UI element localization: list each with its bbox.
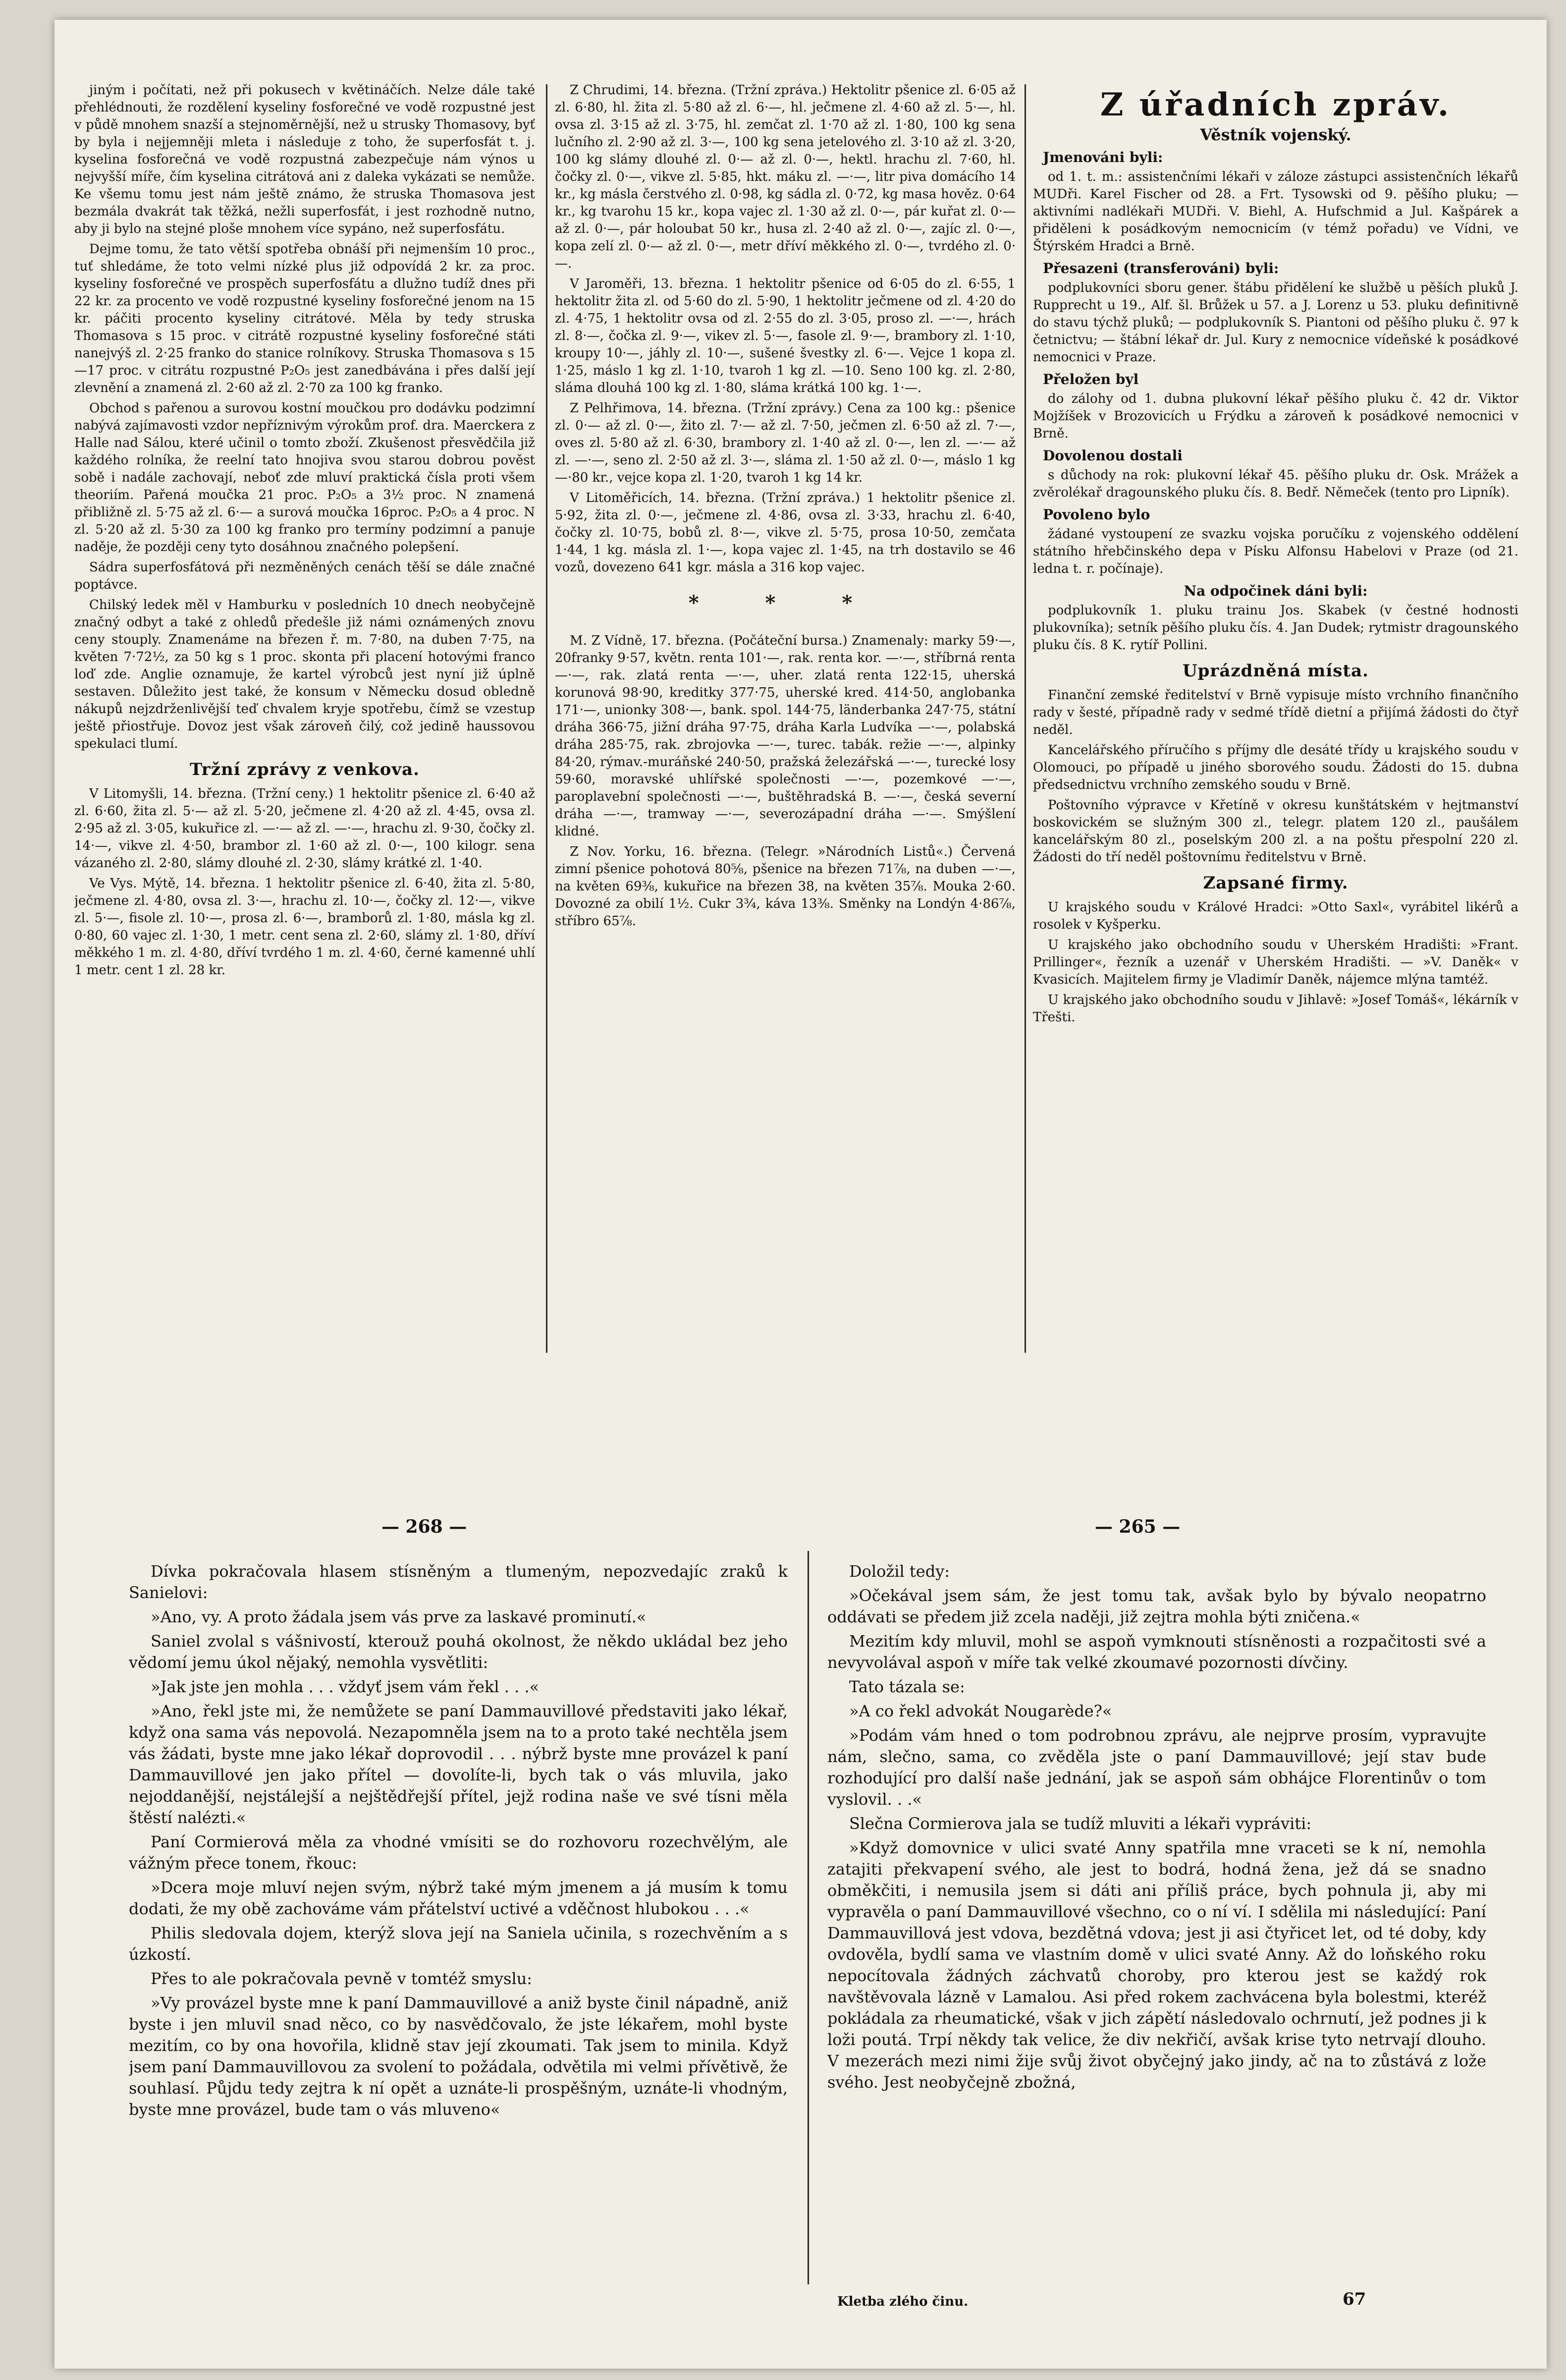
market-report: V Litomyšli, 14. března. (Tržní ceny.) 1 hektolitr pšenice zl. 6·40 až zl. 6·60, žita zl. 5·— až zl. 5·20, ječmene zl. 4·20 až zl. 4·45, ovsa zl. 2·95 až zl. 3·05, kukuřice zl. —·— až zl. —·—, hrachu zl. 9·30, čočky zl. 14·—, vikve zl. 4·50, brambor zl. 1·60 až zl. 0·—, 100 kilogr. sena vázaného zl. 2·80, slámy dlouhé zl. 2·30, slámy krátké zl. 1·40.: [74, 786, 535, 871]
column-market-reports: [555, 82, 1016, 1350]
market-report: Ve Vys. Mýtě, 14. března. 1 hektolitr pšenice zl. 6·40, žita zl. 5·80, ječmene zl. 4·80, ovsa zl. 3·—, hrachu zl. 10·—, čočky zl. 12·—, vikve zl. 5·—, fisole zl. 10·—, prosa zl. 6·—, bramborů zl. 1·80, másla kg zl. 0·80, 60 vajec zl. 1·30, 1 metr. cent sena zl. 2·60, slámy zl. 1·80, dříví měkkého 1 m. zl. 4·80, dříví tvrdého 1 m. zl. 4·60, černé kamenné uhlí 1 metr. cent 1 zl. 28 kr.: [74, 876, 535, 978]
entry-text: žádané vystoupení ze svazku vojska poručíku z vojenského oddělení státního hřebčinského depa v Písku Alfonsu Habelovi v Praze (od 21. ledna t. r. počínaje).: [1033, 527, 1518, 576]
entry-text: do zálohy od 1. dubna plukovní lékař pěšího pluku č. 42 dr. Viktor Mojžíšek v Brozovicích u Frýdku a zároveň k posádkové nemocnici v Brně.: [1033, 391, 1518, 441]
feuilleton-left-page: [129, 1561, 788, 2274]
paragraph: Chilský ledek měl v Hamburku v posledních 10 dnech neobyčejně značný odbyt a také z ohledů předešle již námi oznámených znovu ceny stouply. Znamenáme na březen ř. m. 7·80, na duben 7·75, na květen 7·72½, za 50 kg s 1 proc. skonta při placení hotovými franco loď zde. Anglie oznamuje, že kartel výrobců jest nyní již úplně sestaven. Důležito jest také, že konsum v Německu dosud obledně nákupů nejzdrženlivější teď chvalem kryje spotřebu, čímž se vzestup ještě přiostřuje. Dovoz jest však zároveň čilý, což jedině haussovou spekulaci tlumí.: [74, 598, 535, 751]
section-title: Z úřadních zpráv.: [1100, 86, 1452, 123]
market-report: Z Pelhřimova, 14. března. (Tržní zprávy.) Cena za 100 kg.: pšenice zl. 0·— až zl. 0·—, žito zl. 7·— až zl. 7·50, ječmen zl. 6·50 až zl. 7·—, oves zl. 5·80 až zl. 6·30, brambory zl. 1·40 až zl. 0·—, len zl. —·— až zl. —·—, seno zl. 2·50 až zl. 3·—, sláma zl. 1·50 až zl. 0·—, máslo 1 kg —·80 kr., vejce kopa zl. 1·20, tvaroh 1 kg 14 kr.: [555, 401, 1016, 485]
market-report: V Jaroměři, 13. března. 1 hektolitr pšenice od 6·05 do zl. 6·55, 1 hektolitr žita zl. od 5·60 do zl. 5·90, 1 hektolitr ječmene od zl. 4·20 do zl. 4·75, 1 hektolitr ovsa od zl. 2·55 do zl. 3·05, proso zl. —·—, hrách zl. 8·—, čočka zl. 9·—, vikev zl. 5·—, fasole zl. 9·—, brambory zl. 1·10, kroupy 10·—, jáhly zl. 10·—, sušené švestky zl. 6·—. Vejce 1 kopa zl. 1·25, máslo 1 kg zl. 1·10, tvaroh 1 kg zl. —10. Seno 100 kg. zl. 2·80, sláma dlouhá 100 kg zl. 1·80, sláma krátká 100 kg. 1·—.: [555, 277, 1016, 395]
story-paragraph: Dívka pokračovala hlasem stísněným a tlumeným, nepozvedajíc zraků k Sanielovi:: [129, 1562, 788, 1602]
story-paragraph: »Podám vám hned o tom podrobnou zprávu, ale nejprve prosím, vypravujte nám, slečno, sama, co zvěděla jste o paní Dammauvillové; její stav bude rozhodující pro další naše jednání, jak se aspoň sám obhájce Florentinův o tom vyslovil. . .«: [827, 1726, 1486, 1809]
section-heading-market: Tržní zprávy z venkova.: [189, 760, 420, 779]
page-number-left: — 268 —: [381, 1516, 467, 1537]
entry-label: Přeložen byl: [1043, 371, 1139, 387]
entry-text: U krajského soudu v Králové Hradci: »Otto Saxl«, vyrábitel likérů a rosolek v Kyšperku.: [1033, 900, 1518, 932]
section-heading-vacancies: Uprázdněná místa.: [1183, 661, 1369, 681]
story-paragraph: »A co řekl advokát Nougarède?«: [849, 1702, 1112, 1720]
market-report: Z Chrudimi, 14. března. (Tržní zpráva.) Hektolitr pšenice zl. 6·05 až zl. 6·80, hl. žita zl. 5·80 až zl. 6·—, hl. ječmene zl. 4·60 až zl. 5·—, hl. ovsa zl. 3·15 až zl. 3·75, hl. zemčat zl. 1·70 až zl. 1·80, 100 kg sena lučního zl. 2·90 až zl. 3·—, 100 kg sena jetelového zl. 3·10 až zl. 3·20, 100 kg slámy dlouhé zl. 0·— až zl. 0·—, hektl. hrachu zl. 7·60, hl. čočky zl. 0·—, vikve zl. 5·85, hkt. máku zl. —·—, litr piva domácího 14 kr., kg másla čerstvého zl. 0·98, kg sádla zl. 0·72, kg masa hověz. 0·64 kr., kg tvarohu 15 kr., kopa vajec zl. 1·30 až zl. 0·—, pár kuřat zl. 0·— až zl. 0·—, pár holoubat 50 kr., husa zl. 2·40 až zl. 0·—, zajíc zl. 0·—, kopa zelí zl. 0·— až zl. 0·—, metr dříví měkkého zl. 0·—, tvrdého zl. 0·—.: [555, 83, 1016, 271]
story-paragraph: Saniel zvolal s vášnivostí, kterouž pouhá okolnost, že někdo ukládal bez jeho vědomí jemu úkol nějaký, nemohla vysvětliti:: [129, 1632, 788, 1672]
entry-text: Poštovního výpravce v Křetíně v okresu kunštátském v hejtmanství boskovickém se služným 300 zl., telegr. platem 120 zl., paušálem kancelářským 80 zl., poselským 200 zl. a na poštu přespolní 220 zl. Žádosti do tří neděl poštovnímu ředitelstvu v Brně.: [1033, 798, 1518, 865]
entry-label: Přesazeni (transferováni) byli:: [1043, 260, 1279, 277]
story-paragraph: Přes to ale pokračovala pevně v tomtéž smyslu:: [151, 1969, 533, 1988]
market-report: V Litoměřicích, 14. března. (Tržní zpráva.) 1 hektolitr pšenice zl. 5·92, žita zl. 0·—, ječmene zl. 4·86, ovsa zl. 3·33, hrachu zl. 6·40, čočky zl. 10·75, bobů zl. 8·—, vikve zl. 5·75, prosa 10·50, zemčata 1·44, 1 kg. másla zl. 1·—, kopa vajec zl. 1·45, na trh dostavilo se 46 vozů, dovezeno 641 kgr. másla a 316 kop vajec.: [555, 491, 1016, 575]
story-paragraph: Philis sledovala dojem, kterýž slova její na Saniela učinila, s rozechvěním a s úzkostí.: [129, 1924, 788, 1964]
column-divider: [1025, 84, 1026, 1353]
feuilleton-right-page: [827, 1561, 1486, 2274]
story-paragraph: Doložil tedy:: [849, 1562, 950, 1581]
footer-story-title: Kletba zlého činu.: [837, 2294, 969, 2309]
paragraph: Obchod s pařenou a surovou kostní moučkou pro dodávku podzimní nabývá zajímavosti vzdor nepříznivým výrokům prof. dra. Maerckera z Halle nad Sálou, které učinil o tomto zboží. Zkušenost přesvědčila již každého rolníka, že reelní tato hnojiva svou starou dobrou pověst sobě i nadále zachovají, neboť zde mluví praktická čísla proti všem theoriím. Pařená moučka 21 proc. P₂O₅ a 3½ proc. N znamená přibližně zl. 5·75 až zl. 6·— a surová moučka 16proc. P₂O₅ a 4 proc. N zl. 5·20 až zl. 5·30 za 100 kg franko pro termíny podzimní a panuje naděje, že později ceny tyto dosáhnou značného polepšení.: [74, 401, 535, 554]
column-divider: [546, 84, 547, 1353]
entry-text: od 1. t. m.: assistenčními lékaři v záloze zástupci assistenčních lékařů MUDři. Karel Fischer od 28. a Frt. Tysowski od 9. pěšího pluku; — aktivními nadlékaři MUDři. V. Biehl, A. Hufschmid a Jul. Kašpárek a přiděleni k posádkovým nemocnicím (v témž pořadu) ve Vídni, ve Štýrském Hradci a Brně.: [1033, 169, 1518, 254]
entry-text: s důchody na rok: plukovní lékař 45. pěšího pluku dr. Osk. Mrážek a zvěrolékař dragounského pluku čís. 8. Bedř. Němeček (tento pro Lipník).: [1033, 468, 1518, 500]
section-heading-firms: Zapsané firmy.: [1203, 873, 1349, 893]
paragraph: Sádra superfosfátová při nezměněných cenách těší se dále značné poptávce.: [74, 560, 535, 592]
paragraph: jiným i počítati, než při pokusech v květináčích. Nelze dále také přehlédnouti, že rozdělení kyseliny fosforečné ve vodě rozpustné jest v půdě mnohem snazší a stejnoměrnější, než u strusky Thomasovy, byť by byla i nejjemněji mleta i následuje z toho, že superfosfát t. j. kyselina fosforečná ve vodě rozpustná zabezpečuje nám výnos u nejvyšší míře, čím kyselina citrátová ani z daleka vykázati se nemůže. Ke všemu tomu jest nám ještě známo, že struska Thomasova jest bezmála dvakrát tak těžká, nežli superfosfát, i jest rozhodně nutno, aby ji bylo na stejné ploše mnohem více sypáno, než superfosfátu.: [74, 83, 535, 236]
entry-label: Na odpočinek dáni byli:: [1184, 583, 1368, 599]
bourse-report: Z Nov. Yorku, 16. března. (Telegr. »Národních Listů«.) Červená zimní pšenice pohotová 80⅝, pšenice na březen 71⅞, na duben —·—, na květen 69⅜, kukuřice na březen 38, na květen 35⅞. Mouka 2·60. Dovozné za obilí 1½. Cukr 3¾, káva 13⅜. Směnky na Londýn 4·86⅞, stříbro 65⅞.: [555, 844, 1016, 929]
page-number-right: — 265 —: [1095, 1516, 1181, 1537]
section-separator-stars: * * *: [688, 591, 882, 614]
story-paragraph: Mezitím kdy mluvil, mohl se aspoň vymknouti stísněnosti a rozpačitosti své a nevyvolával aspoň v míře tak velké zkoumavé pozornosti dívčiny.: [827, 1632, 1486, 1672]
story-paragraph: »Jak jste jen mohla . . . vždyť jsem vám řekl . . .«: [151, 1677, 540, 1696]
feuilleton-divider: [808, 1551, 809, 2284]
story-paragraph: Paní Cormierová měla za vhodné vmísiti se do rozhovoru rozechvělým, ale vážným přece tonem, řkouc:: [129, 1832, 788, 1873]
story-paragraph: »Když domovnice v ulici svaté Anny spatřila mne vraceti se k ní, nemohla zatajiti překvapení svého, ale jest to bodrá, hodná žena, jež dá se snadno obměkčiti, i nemusila jsem si dáti ani příliš práce, bych pohnula ji, aby mi vypravěla o paní Dammauvillové všechno, co o ní ví. I sdělila mi následující: Paní Dammauvillová jest vdova, bezdětná vdova; jest ji asi čtyřicet let, od té doby, kdy ovdověla, bydlí sama ve vlastním domě v ulici svaté Anny. Až do loňského roku nepocítovala žádných záchvatů choroby, pro kterou jest se každý rok navštěvovala lázně v Lamalou. Asi před rokem zachvácena byla bolestmi, kteréž pokládala za rheumatické, však v jich zápětí následovalo ochrnutí, jež podnes ji k loži poutá. Trpí někdy tak velice, že div nekřičí, avšak krise tyto netrvají dlouho. V mezerách mezi nimi žije svůj život obyčejný jako jindy, ač na to zůstává z lože svého. Jest neobyčejně zbožná,: [827, 1838, 1486, 2092]
footer-page-number: 67: [1343, 2289, 1366, 2309]
paragraph: Dejme tomu, že tato větší spotřeba obnáší při nejmenším 10 proc., tuť shledáme, že toto velmi nízké plus již odpovídá 2 kr. za proc. kyseliny fosforečné ve prospěch superfosfátu a dlužno tudíž dnes při 22 kr. za procento ve vodě rozpustné kyseliny fosforečné jenom na 15 kr. páčiti procento kyseliny citrátové. Měla by tedy struska Thomasova s 15 proc. v citrátě rozpustné kyseliny fosforečné státi nanejvýš zl. 2·25 franko do stanice rolníkovy. Struska Thomasova s 15—17 proc. v citrátu rozpustné P₂O₅ jest zanedbávána i přes další její zlevnění a znamená zl. 2·60 až zl. 2·70 za 100 kg franko.: [74, 242, 535, 395]
entry-text: podplukovníci sboru gener. štábu přidělení ke službě u pěších pluků J. Rupprecht u 19., Alf. šl. Brůžek u 57. a J. Lorenz u 53. pluku definitivně do stavu týchž pluků; — podplukovník S. Piantoni od pěšího pluku č. 97 k četnictvu; — štábní lékař dr. Jul. Kury z nemocnice vídeňské k posádkové nemocnici v Praze.: [1033, 280, 1518, 365]
story-paragraph: »Ano, vy. A proto žádala jsem vás prve za laskavé prominutí.«: [151, 1607, 647, 1626]
story-paragraph: »Očekával jsem sám, že jest tomu tak, avšak bylo by bývalo neopatrno oddávati se předem již zcela naději, již zejtra mohla býti zničena.«: [827, 1586, 1486, 1626]
entry-label: Dovolenou dostali: [1043, 447, 1183, 464]
entry-text: U krajského jako obchodního soudu v Jihlavě: »Josef Tomáš«, lékárník v Třešti.: [1033, 993, 1518, 1025]
entry-text: U krajského jako obchodního soudu v Uherském Hradišti: »Frant. Prillinger«, řezník a uzenář v Uherském Hradišti. — »V. Daněk« v Kvasicích. Majitelem firmy je Vladimír Daněk, nájemce mlýna tamtéž.: [1033, 938, 1518, 987]
column-official-news: [1033, 84, 1518, 1353]
entry-text: Finanční zemské ředitelství v Brně vypisuje místo vrchního finančního rady v šesté, případně rady v sedmé třídě dietní a přijímá žádosti do čtyř neděl.: [1033, 688, 1518, 737]
story-paragraph: »Ano, řekl jste mi, že nemůžete se paní Dammauvillové představiti jako lékař, když ona sama vás nepovolá. Nezapomněla jsem na to a proto také nechtěla jsem vás žádati, byste mne jako lékař doprovodil . . . nýbrž byste mne provázel k paní Dammauvillové jen jako přítel — dovolíte-li, bych tak o vás mluvila, jako nejoddanější, nejstálejší a nejštědřejší přítel, jejž rodina naše ve své tísni měla štěstí nalézti.«: [129, 1702, 788, 1827]
entry-label: Povoleno bylo: [1043, 506, 1150, 523]
newspaper-sheet: [54, 20, 1547, 2369]
story-paragraph: »Vy provázel byste mne k paní Dammauvillové a aniž byste činil nápadně, aniž byste i jen mluvil snad něco, co by nasvědčovalo, že jste lékařem, mohl byste mezitím, co by ona hovořila, klidně stav její zkoumati. Tak jsem to minila. Když jsem paní Dammauvillovou za svolení to požádala, odvětila mi velmi přívětivě, že souhlasí. Půjdu tedy zejtra k ní opět a uznáte-li prospěšným, uznáte-li vhodným, byste mne provázel, bude tam o vás mluveno«: [129, 1993, 788, 2119]
entry-text: podplukovník 1. pluku trainu Jos. Skabek (v čestné hodnosti plukovníka); setník pěšího pluku čís. 4. Jan Dudek; rytmistr dragounského pluku čís. 8 K. rytíř Pollini.: [1033, 603, 1518, 653]
entry-label: Jmenováni byli:: [1043, 149, 1163, 166]
entry-text: Kancelářského příručího s příjmy dle desáté třídy u krajského soudu v Olomouci, po případě u jiného sborového soudu. Žádosti do 15. dubna předsednictvu vrchního zemského soudu v Brně.: [1033, 743, 1518, 792]
story-paragraph: »Dcera moje mluví nejen svým, nýbrž také mým jmenem a já musím k tomu dodati, že my obě zachováme vám přátelství uctivé a vděčnost hlubokou . . .«: [129, 1878, 788, 1918]
bourse-report: M. Z Vídně, 17. března. (Počáteční bursa.) Znamenaly: marky 59·—, 20franky 9·57, květn. renta 101·—, rak. renta kor. —·—, stříbrná renta —·—, rak. zlatá renta —·—, uher. zlatá renta 122·15, uherská korunová 98·90, kreditky 377·75, uherské kred. 414·50, anglobanka 171·—, unionky 308·—, bank. spol. 144·75, länderbanka 247·75, státní dráha 366·75, jižní dráha 97·75, dráha Karla Ludvíka —·—, polabská dráha 285·75, rak. zbrojovka —·—, turec. tabák. režie —·—, alpinky 84·20, rýmav.-muráňské 240·50, pražská železářská —·—, turecké losy 59·60, moravské uhlířské společnosti —·—, pozemkové —·—, paroplavební společnosti —·—, buštěhradská B. —·—, česká severní dráha —·—, tramway —·—, severozápadní dráha —·—. Smýšlení klidné.: [555, 633, 1016, 839]
story-paragraph: Tato tázala se:: [849, 1677, 965, 1696]
section-subtitle: Věstník vojenský.: [1200, 125, 1351, 144]
column-fertilizer-report: [74, 82, 535, 1350]
story-paragraph: Slečna Cormierova jala se tudíž mluviti a lékaři vypráviti:: [849, 1814, 1312, 1833]
